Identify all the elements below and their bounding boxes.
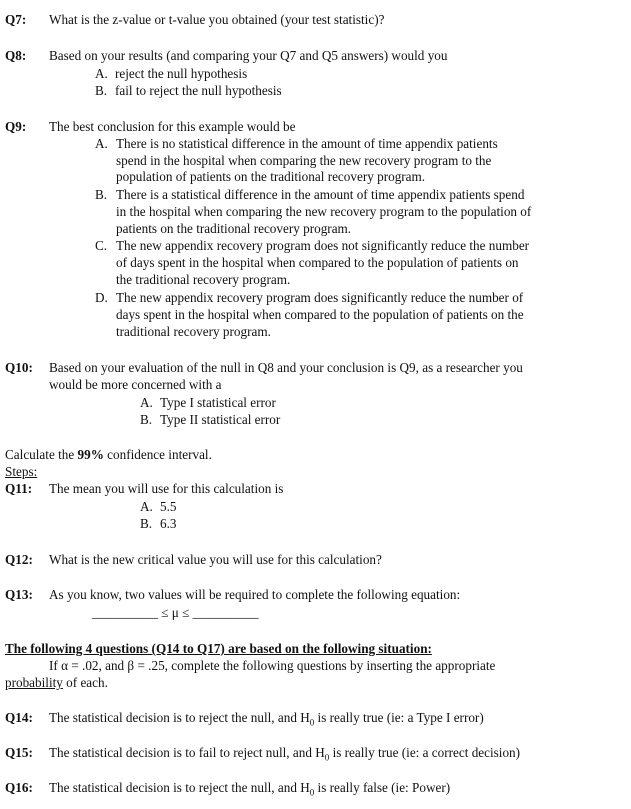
q9-text: The best conclusion for this example would be (49, 119, 296, 134)
q11-option-a: A. 5.5 (140, 499, 177, 514)
section-heading: The following 4 questions (Q14 to Q17) are based on the following situation: (5, 641, 432, 656)
q14-text: The statistical decision is to reject the null, and $H_0$ is really true (ie: a Type I error) (49, 710, 484, 728)
q7-number: Q7: (5, 12, 27, 27)
q13-equation: __________ ≤ μ ≤ __________ (92, 605, 259, 620)
q10-text-line1: Based on your evaluation of the null in Q8 and your conclusion is Q9, as a researcher you (49, 360, 523, 375)
q15-number: Q15: (5, 745, 33, 760)
q8-option-a: A. reject the null hypothesis (95, 66, 248, 81)
section-line2: probability of each. (5, 675, 108, 690)
q11-number: Q11: (5, 481, 33, 496)
ci-instruction: Calculate the 99% confidence interval. (5, 447, 212, 462)
q7-text: What is the z-value or t-value you obtained (your test statistic)? (49, 12, 385, 27)
q13-text: As you know, two values will be required to complete the following equation: (49, 587, 461, 602)
q16-text: The statistical decision is to reject the null, and $H_0$ is really false (ie: Power) (49, 780, 451, 798)
q9-number: Q9: (5, 119, 27, 134)
q10-number: Q10: (5, 360, 33, 375)
q8-option-b: B. fail to reject the null hypothesis (95, 83, 282, 98)
q10-text-line2: would be more concerned with a (49, 377, 222, 392)
q12-number: Q12: (5, 552, 33, 567)
q10-option-b: B. Type II statistical error (140, 412, 281, 427)
section-line1: If α = .02, and β = .25, complete the following questions by inserting the appropriate (49, 658, 496, 673)
q10-option-a: A. Type I statistical error (140, 395, 276, 410)
q8-text: Based on your results (and comparing your Q7 and Q5 answers) would you (49, 48, 448, 63)
q11-option-b: B. 6.3 (140, 516, 177, 531)
q11-text: The mean you will use for this calculation is (49, 481, 284, 496)
q15-text: The statistical decision is to fail to reject null, and $H_0$ is really true (ie: a correct decision) (49, 745, 521, 763)
q8-number: Q8: (5, 48, 27, 63)
q16-number: Q16: (5, 780, 33, 795)
q12-text: What is the new critical value you will use for this calculation? (49, 552, 382, 567)
steps-label: Steps: (5, 464, 38, 479)
q13-number: Q13: (5, 587, 33, 602)
q14-number: Q14: (5, 710, 33, 725)
